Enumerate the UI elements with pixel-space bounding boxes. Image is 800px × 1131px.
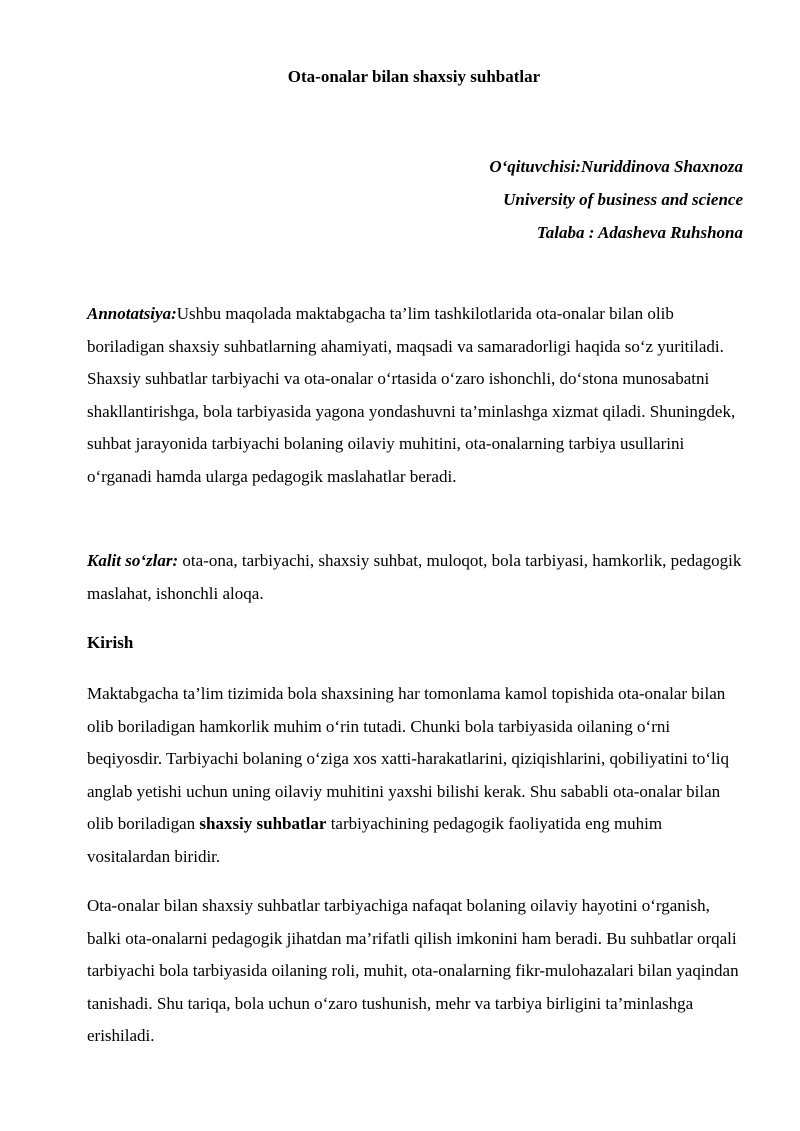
- abstract-label: Annotatsiya:: [87, 304, 177, 323]
- teacher-name: O‘qituvchisi:Nuriddinova Shaxnoza: [489, 157, 743, 176]
- abstract-paragraph: [87, 298, 747, 493]
- document-title: Ota-onalar bilan shaxsiy suhbatlar: [287, 67, 541, 86]
- keywords-label: Kalit so‘zlar:: [87, 551, 179, 570]
- university-name: University of business and science: [503, 190, 743, 209]
- section-heading-intro: Kirish: [87, 633, 134, 652]
- para1-text-end: tarbiyachining pedagogik faoliyatida eng muhim vositalardan biridir.: [87, 814, 663, 866]
- keywords-text: ota-ona, tarbiyachi, shaxsiy suhbat, muloqot, bola tarbiyasi, hamkorlik, pedagogik maslahat, ishonchli aloqa.: [87, 551, 742, 603]
- para1-text-start: Maktabgacha ta’lim tizimida bola shaxsining har tomonlama kamol topishida ota-onalar bilan olib boriladigan hamkorlik muhim o‘rin tutadi. Chunki bola tarbiyasida oilaning o‘rni beqiyosdir. Tarbiyachi bolaning o‘ziga xos xatti-harakatlarini, qiziqishlarini, qobiliyatini to‘liq anglab yetishi uchun uning oilaviy muhitini yaxshi bilishi kerak. Shu sababli ota-onalar bilan olib boriladigan: [87, 684, 729, 833]
- student-name: Talaba : Adasheva Ruhshona: [536, 223, 743, 242]
- abstract-text: Ushbu maqolada maktabgacha ta’lim tashkilotlarida ota-onalar bilan olib boriladigan shaxsiy suhbatlarning ahamiyati, maqsadi va samaradorligi haqida so‘z yuritiladi. Shaxsiy suhbatlar tarbiyachi va ota-onalar o‘rtasida o‘zaro ishonchli, do‘stona munosabatni shakllantirishga, bola tarbiyasida yagona yondashuvni ta’minlashga xizmat qiladi. Shuningdek, suhbat jarayonida tarbiyachi bolaning oilaviy muhitini, ota-onalarning tarbiya usullarini o‘rganadi hamda ularga pedagogik maslahatlar beradi.: [87, 304, 736, 486]
- keywords-paragraph: [87, 545, 747, 610]
- author-block: [489, 150, 743, 249]
- intro-paragraph-2: Ota-onalar bilan shaxsiy suhbatlar tarbiyachiga nafaqat bolaning oilaviy hayotini o‘rganish, balki ota-onalarni pedagogik jihatdan ma’rifatli qilish imkonini ham beradi. Bu suhbatlar orqali tarbiyachi bola tarbiyasida oilaning roli, muhit, ota-onalarning fikr-mulohazalari bilan yaqindan tanishadi. Shu tariqa, bola uchun o‘zaro tushunish, mehr va tarbiya birligini ta’minlashga erishiladi.: [87, 896, 739, 1045]
- para1-bold-term: shaxsiy suhbatlar: [199, 814, 327, 833]
- intro-paragraph-1: [87, 678, 747, 873]
